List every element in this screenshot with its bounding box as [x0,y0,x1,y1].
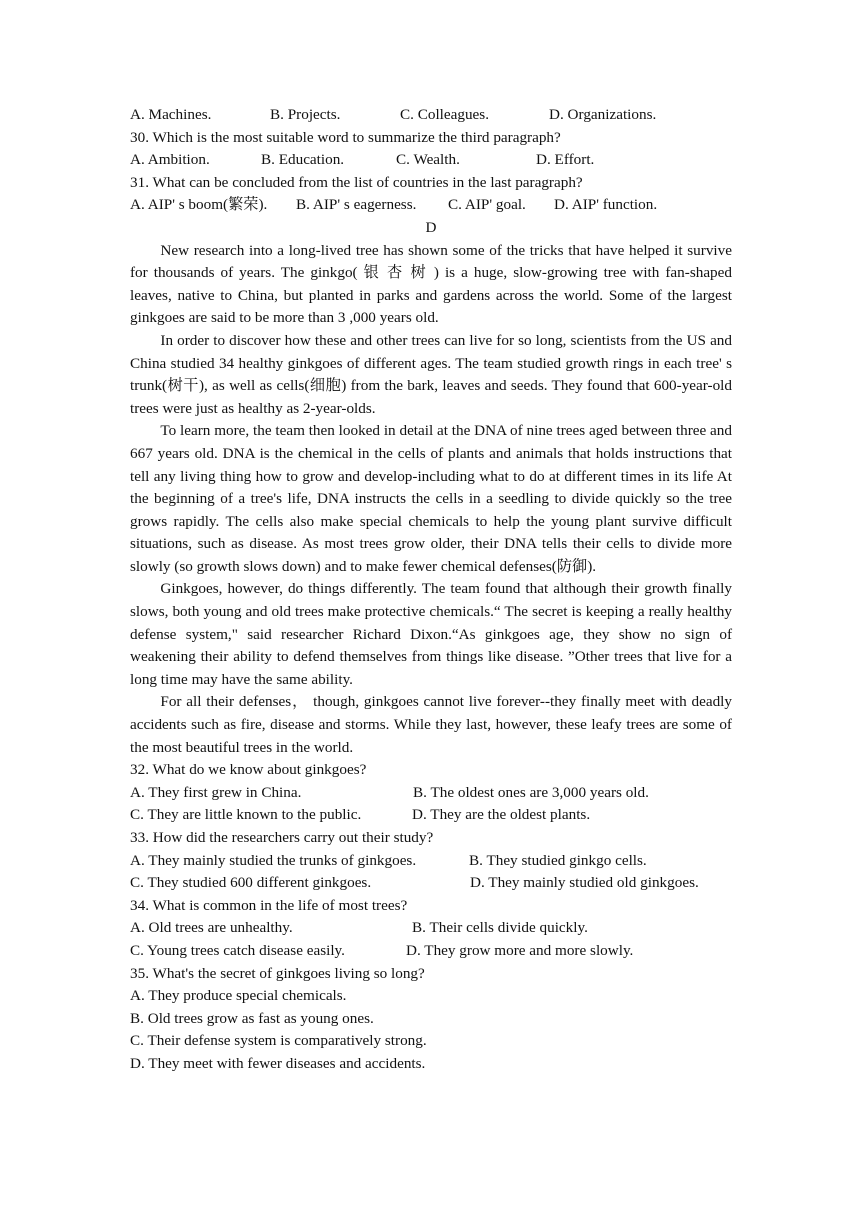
passage-paragraph-1: New research into a long-lived tree has shown some of the tricks that have helped it survive for thousands of years. The ginkgo( 银 杏 树 ) is a huge, slow-growing tree with fan-shaped leaves, native to China, but planted in parks and gardens across the world. Some of the largest ginkgoes are said to be more than 3 ,000 years old. [130,241,732,327]
q33-options-row-2 [130,872,732,895]
q32-option-c: C. They are little known to the public. [130,806,362,824]
passage-paragraph-4: Ginkgoes, however, do things differently. The team found that although their growth finally slows, both young and old trees make protective chemicals.“ The secret is keeping a really healthy defense system," said researcher Richard Dixon.“As ginkgoes age, they show no sign of weakening their ability to defend themselves from things like disease. ”Other trees that live for a long time may have the same ability. [130,580,732,688]
q32-option-b: B. The oldest ones are 3,000 years old. [413,783,649,801]
q35-option-b: B. Old trees grow as fast as young ones. [130,1009,374,1027]
document-page [130,104,732,1076]
q29-option-d: D. Organizations. [549,106,657,123]
section-title: D [425,218,437,236]
q32-option-a: A. They first grew in China. [130,783,302,801]
q33-question: 33. How did the researchers carry out their study? [130,829,434,846]
q33-option-d: D. They mainly studied old ginkgoes. [470,874,699,892]
q32-option-d: D. They are the oldest plants. [412,806,591,824]
q35-option-d: D. They meet with fewer diseases and accidents. [130,1054,426,1072]
q32-question: 32. What do we know about ginkgoes? [130,761,367,779]
q30-question: 30. Which is the most suitable word to summarize the third paragraph? [130,128,561,146]
q35-option-a: A. They produce special chemicals. [130,987,347,1005]
q31-question: 31. What can be concluded from the list of countries in the last paragraph? [130,173,583,191]
q31-option-a: A. AIP' s boom(繁荣). [130,196,268,214]
q31-option-d: D. AIP' function. [554,196,658,214]
q29-option-a: A. Machines. [130,106,212,123]
q34-option-d: D. They grow more and more slowly. [406,941,634,959]
q31-option-b: B. AIP' s eagerness. [296,196,417,214]
q30-option-b: B. Education. [261,151,345,169]
q34-option-a: A. Old trees are unhealthy. [130,919,293,937]
q33-option-c: C. They studied 600 different ginkgoes. [130,874,372,892]
q31-option-c: C. AIP' goal. [448,196,526,214]
q30-option-a: A. Ambition. [130,151,210,169]
q34-options-row-1 [130,917,732,940]
passage-paragraph-3: To learn more, the team then looked in detail at the DNA of nine trees aged between three and 667 years old. DNA is the chemical in the cells of plants and animals that holds instructions that tell any living thing how to grow and develop-including what to do at different times in its life At the beginning of a tree's life, DNA instructs the cells in a seedling to divide quickly so the tree grows rapidly. The cells also make special chemicals to help the young plant survive difficult situations, such as disease. As most trees grow older, their DNA tells their cells to divide more slowly (so growth slows down) and to make fewer chemical defenses(防御). [130,422,732,575]
q30-options [130,149,732,172]
q34-option-b: B. Their cells divide quickly. [412,919,588,937]
q34-question: 34. What is common in the life of most trees? [130,896,408,914]
q30-option-d: D. Effort. [536,151,595,169]
q35-option-c: C. Their defense system is comparatively strong. [130,1032,427,1050]
q31-options [130,194,732,217]
q34-options-row-2 [130,940,732,963]
q33-option-b: B. They studied ginkgo cells. [469,851,647,869]
passage-paragraph-2: In order to discover how these and other trees can live for so long, scientists from the US and China studied 34 healthy ginkgoes of different ages. The team studied growth rings in each tree' s trunk(树干), as well as cells(细胞) from the bark, leaves and seeds. They found that 600-year-old trees were just as healthy as 2-year-olds. [130,331,732,417]
q29-options [130,104,732,127]
q32-options-row-1 [130,782,732,805]
q29-option-b: B. Projects. [270,106,341,123]
passage-paragraph-5: For all their defenses， though, ginkgoes cannot live forever--they finally meet with deadly accidents such as fire, disease and storms. While they last, however, these leafy trees are some of the most beautiful trees in the world. [130,693,732,756]
q32-options-row-2 [130,804,732,827]
q35-question: 35. What's the secret of ginkgoes living so long? [130,964,425,982]
q33-options-row-1 [130,850,732,873]
q33-option-a: A. They mainly studied the trunks of ginkgoes. [130,851,417,869]
q29-option-c: C. Colleagues. [400,106,490,123]
q30-option-c: C. Wealth. [396,151,460,169]
q34-option-c: C. Young trees catch disease easily. [130,941,345,959]
